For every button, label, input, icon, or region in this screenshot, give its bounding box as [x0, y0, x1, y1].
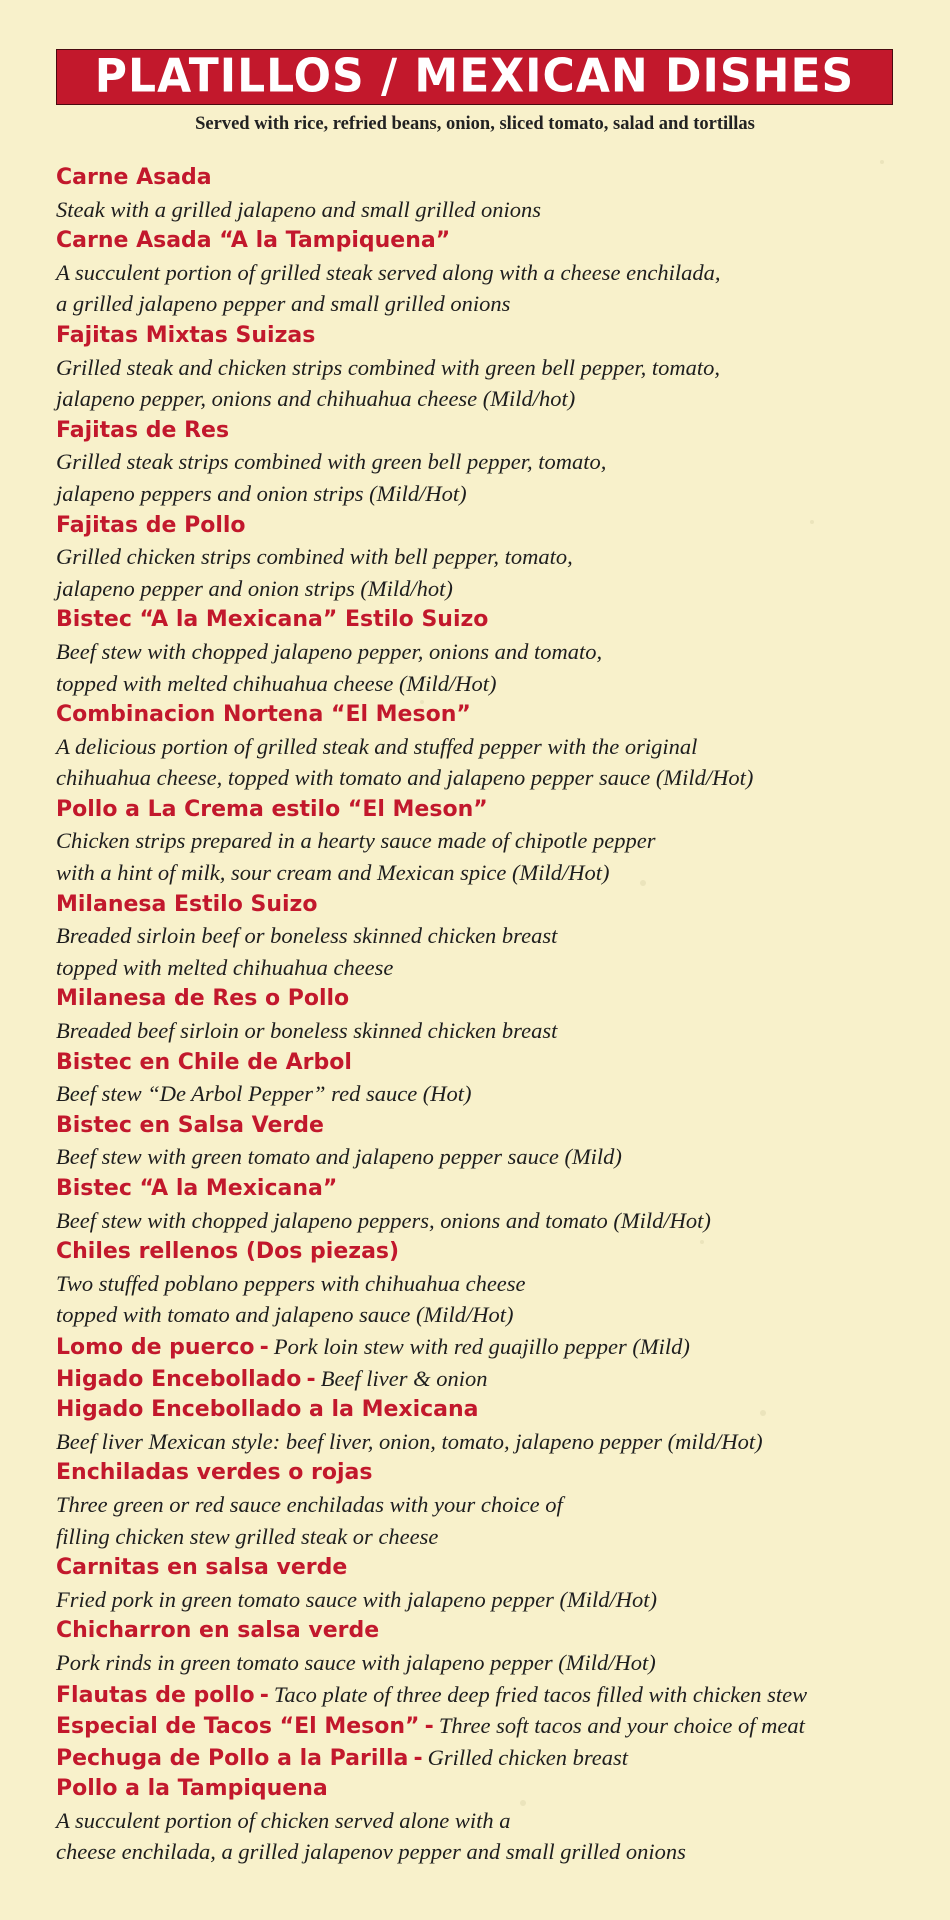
dish-item — [56, 1679, 926, 1711]
dish-separator: - — [424, 1714, 434, 1740]
dish-name: Carne Asada — [56, 165, 212, 190]
dish-item — [56, 604, 926, 699]
dish-name: Pollo a La Crema estilo “El Meson” — [56, 796, 488, 822]
dish-description: Beef liver & onion — [320, 1365, 488, 1391]
dish-name-line — [56, 320, 926, 352]
dish-item — [56, 1615, 926, 1678]
dish-name-line — [56, 699, 926, 731]
dish-name: Carnitas en salsa verde — [56, 1555, 348, 1581]
dish-item — [56, 1552, 926, 1615]
dish-description: Pork rinds in green tomato sauce with jalapeno pepper (Mild/Hot) — [56, 1649, 656, 1675]
dish-name: Flautas de pollo — [56, 1682, 255, 1708]
dish-name-line — [56, 510, 926, 542]
dish-description: Three green or red sauce enchiladas with your choice of — [56, 1491, 563, 1517]
dish-description: with a hint of milk, sour cream and Mexican spice (Mild/Hot) — [56, 860, 610, 886]
dish-description: Pork loin stew with red guajillo pepper (Mild) — [273, 1333, 690, 1359]
dish-name: Fajitas de Res — [56, 417, 230, 443]
dish-name-line — [56, 889, 926, 921]
dish-name: Fajitas de Pollo — [56, 512, 246, 538]
dish-name: Bistec en Chile de Arbol — [56, 1049, 352, 1075]
dish-description: A delicious portion of grilled steak and stuffed pepper with the original — [56, 733, 698, 759]
dish-name-line — [56, 1047, 926, 1079]
dish-description: jalapeno pepper, onions and chihuahua cheese (Mild/hot) — [56, 386, 576, 412]
dish-name: Chicharron en salsa verde — [56, 1618, 380, 1644]
dish-description: Grilled steak strips combined with green bell pepper, tomato, — [56, 449, 607, 475]
dish-description: Beef liver Mexican style: beef liver, onion, tomato, jalapeno pepper (mild/Hot) — [56, 1428, 763, 1454]
dish-name: Lomo de puerco — [56, 1334, 255, 1360]
dish-name-line — [56, 1110, 926, 1142]
dish-description: Breaded beef sirloin or boneless skinned chicken breast — [56, 1018, 558, 1044]
dish-item — [56, 225, 926, 320]
dish-item — [56, 699, 926, 794]
dish-name-line — [56, 1742, 926, 1774]
dish-description: topped with melted chihuahua cheese — [56, 954, 394, 980]
dish-description: cheese enchilada, a grilled jalapenov pepper and small grilled onions — [56, 1839, 686, 1865]
dish-item — [56, 1363, 926, 1395]
dish-description: Grilled steak and chicken strips combined with green bell pepper, tomato, — [56, 354, 721, 380]
dish-description: topped with tomato and jalapeno sauce (Mild/Hot) — [56, 1302, 514, 1328]
dish-name: Combinacion Nortena “El Meson” — [56, 702, 471, 728]
dish-description: Taco plate of three deep fried tacos filled with chicken stew — [273, 1681, 808, 1707]
dish-description: Beef stew with chopped jalapeno pepper, onions and tomato, — [56, 638, 603, 664]
dish-separator: - — [259, 1334, 269, 1360]
dish-name: Bistec “A la Mexicana” Estilo Suizo — [56, 607, 489, 633]
dish-description: A succulent portion of grilled steak served along with a cheese enchilada, — [56, 259, 721, 285]
dish-name-line — [56, 162, 926, 194]
dish-name-line — [56, 1394, 926, 1426]
dish-name: Especial de Tacos “El Meson” — [56, 1714, 420, 1740]
dish-name-line — [56, 604, 926, 636]
dish-item — [56, 889, 926, 984]
dish-description: A succulent portion of chicken served alone with a — [56, 1807, 511, 1833]
dish-item — [56, 162, 926, 225]
dish-item — [56, 794, 926, 889]
dish-description: Fried pork in green tomato sauce with jalapeno pepper (Mild/Hot) — [56, 1586, 657, 1612]
dish-description: Grilled chicken breast — [427, 1744, 629, 1770]
dish-description: jalapeno peppers and onion strips (Mild/Hot) — [56, 480, 467, 506]
title-banner — [56, 49, 893, 105]
dish-item — [56, 1173, 926, 1236]
dish-name: Bistec “A la Mexicana” — [56, 1176, 338, 1201]
dish-list — [56, 162, 926, 1868]
dish-name-line — [56, 415, 926, 447]
dish-description: Grilled chicken strips combined with bell pepper, tomato, — [56, 544, 573, 570]
dish-name: Milanesa de Res o Pollo — [56, 986, 350, 1012]
dish-item — [56, 983, 926, 1046]
dish-description: Beef stew with chopped jalapeno peppers, onions and tomato (Mild/Hot) — [56, 1207, 711, 1233]
dish-name-line — [56, 225, 926, 257]
dish-separator: - — [259, 1682, 269, 1708]
dish-name: Bistec en Salsa Verde — [56, 1112, 324, 1138]
page-title: PLATILLOS / MEXICAN DISHES — [94, 49, 855, 104]
dish-item — [56, 1742, 926, 1774]
dish-name-line — [56, 794, 926, 826]
dish-separator: - — [413, 1745, 423, 1771]
dish-item — [56, 1331, 926, 1363]
dish-description: filling chicken stew grilled steak or cheese — [56, 1523, 439, 1549]
dish-name: Higado Encebollado — [56, 1366, 302, 1392]
dish-name: Enchiladas verdes o rojas — [56, 1460, 373, 1486]
dish-name-line — [56, 1679, 926, 1711]
dish-item — [56, 1710, 926, 1742]
dish-name-line — [56, 1363, 926, 1395]
page-subtitle: Served with rice, refried beans, onion, sliced tomato, salad and tortillas — [195, 114, 755, 134]
dish-description: jalapeno pepper and onion strips (Mild/hot) — [56, 575, 453, 601]
dish-name: Pechuga de Pollo a la Parilla — [56, 1745, 409, 1771]
dish-name: Carne Asada “A la Tampiquena” — [56, 228, 451, 254]
dish-name-line — [56, 1710, 926, 1742]
dish-name: Higado Encebollado a la Mexicana — [56, 1397, 479, 1423]
dish-item — [56, 1110, 926, 1173]
dish-name: Milanesa Estilo Suizo — [56, 891, 318, 917]
dish-item — [56, 1236, 926, 1331]
dish-name-line — [56, 983, 926, 1015]
dish-description: Three soft tacos and your choice of meat — [438, 1713, 805, 1739]
dish-name: Pollo a la Tampiquena — [56, 1776, 328, 1802]
dish-description: chihuahua cheese, topped with tomato and jalapeno pepper sauce (Mild/Hot) — [56, 765, 754, 791]
dish-description: Chicken strips prepared in a hearty sauce made of chipotle pepper — [56, 828, 656, 854]
dish-item — [56, 1047, 926, 1110]
dish-item — [56, 1457, 926, 1552]
dish-name-line — [56, 1236, 926, 1268]
dish-description: Breaded sirloin beef or boneless skinned chicken breast — [56, 923, 558, 949]
dish-name-line — [56, 1773, 926, 1805]
dish-item — [56, 320, 926, 415]
dish-name: Chiles rellenos (Dos piezas) — [56, 1239, 400, 1265]
dish-description: topped with melted chihuahua cheese (Mild/Hot) — [56, 670, 497, 696]
dish-name-line — [56, 1331, 926, 1363]
dish-item — [56, 415, 926, 510]
dish-name: Fajitas Mixtas Suizas — [56, 322, 316, 348]
dish-separator: - — [306, 1366, 316, 1392]
dish-item — [56, 1773, 926, 1868]
dish-name-line — [56, 1457, 926, 1489]
dish-item — [56, 1394, 926, 1457]
dish-description: Beef stew “De Arbol Pepper” red sauce (Hot) — [56, 1081, 472, 1107]
dish-name-line — [56, 1552, 926, 1584]
dish-description: Beef stew with green tomato and jalapeno pepper sauce (Mild) — [56, 1144, 622, 1170]
dish-name-line — [56, 1615, 926, 1647]
dish-description: Steak with a grilled jalapeno and small grilled onions — [56, 196, 541, 222]
dish-item — [56, 510, 926, 605]
dish-name-line — [56, 1173, 926, 1205]
dish-description: Two stuffed poblano peppers with chihuahua cheese — [56, 1270, 526, 1296]
dish-description: a grilled jalapeno pepper and small grilled onions — [56, 291, 511, 317]
